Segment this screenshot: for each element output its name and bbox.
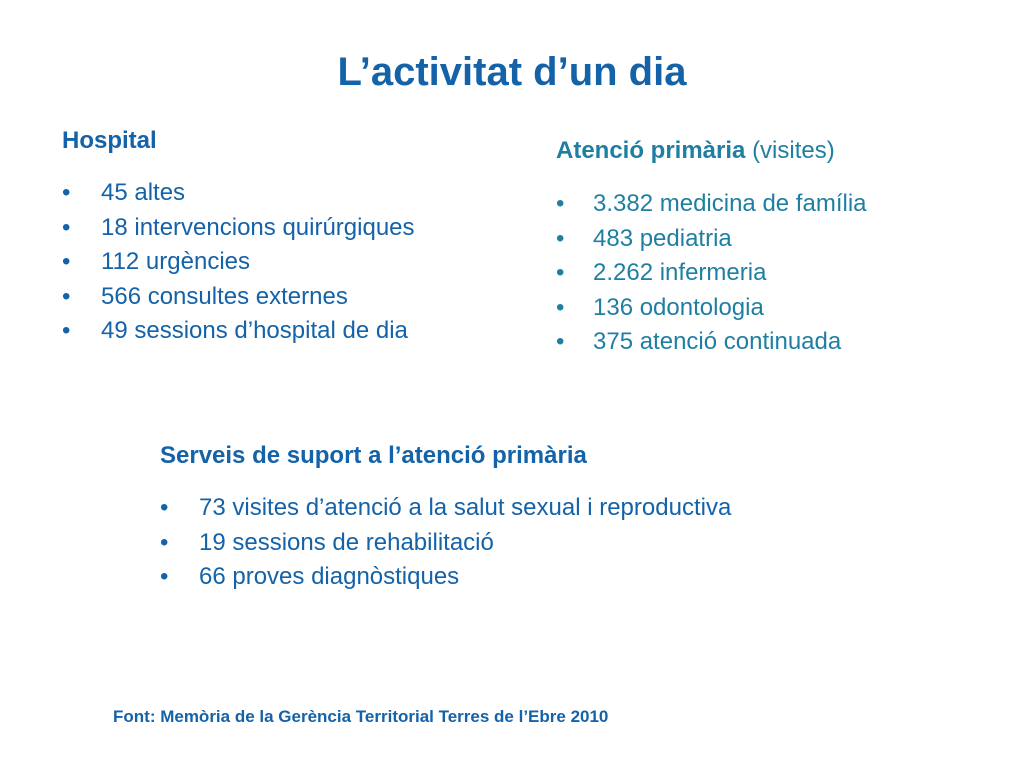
primaria-heading-bold: Atenció primària xyxy=(556,137,746,164)
list-item xyxy=(62,211,502,246)
list-item-text: 73 visites d’atenció a la salut sexual i reproductiva xyxy=(199,494,732,521)
list-item-text: 45 altes xyxy=(101,179,186,206)
bullet-icon: • xyxy=(160,494,169,521)
list-item-text: 566 consultes externes xyxy=(101,282,348,310)
list-item xyxy=(160,560,940,595)
hospital-list xyxy=(62,176,502,349)
bullet-icon: • xyxy=(556,190,565,217)
primaria-list xyxy=(556,187,996,360)
serveis-list xyxy=(160,491,940,595)
list-item-text: 19 sessions de rehabilitació xyxy=(199,528,494,556)
list-item-text: 483 pediatria xyxy=(593,224,732,252)
list-item xyxy=(556,325,996,360)
bullet-icon: • xyxy=(62,179,71,206)
list-item xyxy=(160,491,940,526)
list-item-text: 18 intervencions quirúrgiques xyxy=(101,213,415,241)
serveis-heading-text: Serveis de suport a l’atenció primària xyxy=(160,442,587,469)
list-item-text: 375 atenció continuada xyxy=(593,328,842,355)
bullet-icon: • xyxy=(160,563,169,590)
list-item-text: 112 urgències xyxy=(101,248,250,275)
bullet-icon: • xyxy=(556,224,565,252)
primaria-heading-normal: (visites) xyxy=(752,137,835,164)
primaria-section xyxy=(556,136,996,360)
list-item-text: 136 odontologia xyxy=(593,293,764,321)
bullet-icon: • xyxy=(556,259,565,286)
list-item xyxy=(62,280,502,315)
list-item xyxy=(62,314,502,349)
bullet-icon: • xyxy=(62,282,71,310)
list-item-text: 66 proves diagnòstiques xyxy=(199,563,460,590)
list-item-text: 49 sessions d’hospital de dia xyxy=(101,317,408,344)
list-item xyxy=(556,222,996,257)
serveis-heading xyxy=(160,441,940,471)
primaria-heading xyxy=(556,136,996,166)
hospital-heading-text: Hospital xyxy=(62,127,157,154)
bullet-icon: • xyxy=(62,248,71,275)
list-item xyxy=(160,526,940,561)
bullet-icon: • xyxy=(556,328,565,355)
list-item xyxy=(556,291,996,326)
list-item-text: 2.262 infermeria xyxy=(593,259,767,286)
list-item xyxy=(556,256,996,291)
slide-title: L’activitat d’un dia xyxy=(337,50,687,94)
source-citation: Font: Memòria de la Gerència Territorial Terres de l’Ebre 2010 xyxy=(113,707,609,726)
list-item xyxy=(62,245,502,280)
list-item xyxy=(556,187,996,222)
serveis-section xyxy=(160,441,940,595)
hospital-section xyxy=(62,126,502,349)
bullet-icon: • xyxy=(160,528,169,556)
bullet-icon: • xyxy=(62,213,71,241)
hospital-heading xyxy=(62,126,502,156)
list-item-text: 3.382 medicina de família xyxy=(593,190,867,217)
list-item xyxy=(62,176,502,211)
bullet-icon: • xyxy=(556,293,565,321)
bullet-icon: • xyxy=(62,317,71,344)
